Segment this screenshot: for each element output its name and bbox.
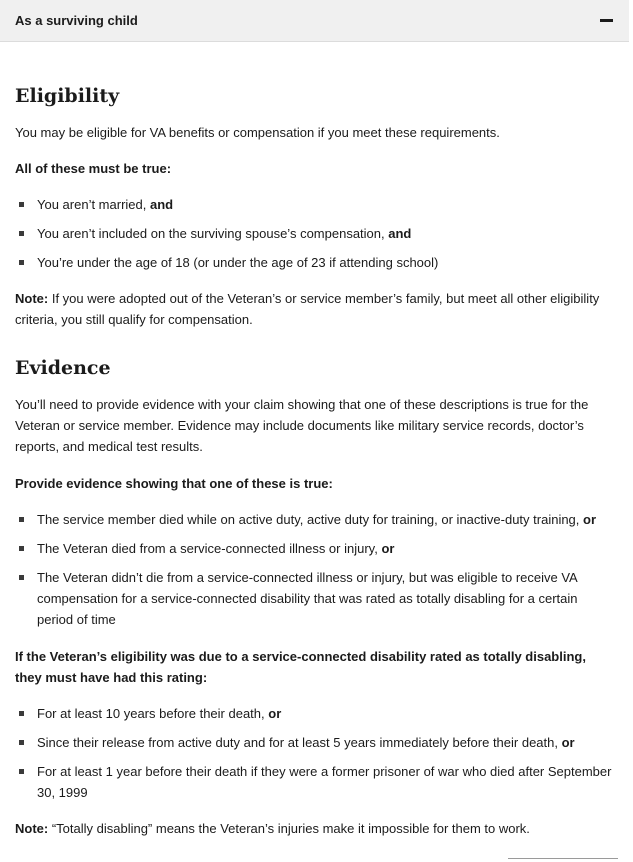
list-item: You’re under the age of 18 (or under the age of 23 if attending school) — [15, 252, 615, 273]
evidence-list — [15, 509, 615, 630]
collapse-minus-icon[interactable] — [600, 19, 613, 22]
list-item: The Veteran died from a service-connected illness or injury, or — [15, 538, 615, 559]
eligibility-intro: You may be eligible for VA benefits or compensation if you meet these requirements. — [15, 125, 500, 140]
rating-heading: If the Veteran’s eligibility was due to a service-connected disability rated as totally disabling, they must have had this rating: — [15, 649, 586, 685]
list-item: You aren’t included on the surviving spouse’s compensation, and — [15, 223, 615, 244]
list-item: Since their release from active duty and for at least 5 years immediately before their death, or — [15, 732, 615, 753]
eligibility-heading: Eligibility — [15, 85, 120, 107]
evidence-note: Note: “Totally disabling” means the Veteran’s injuries make it impossible for them to work. — [15, 821, 530, 836]
evidence-heading: Evidence — [15, 357, 111, 379]
accordion-content — [15, 84, 615, 839]
list-item: You aren’t married, and — [15, 194, 615, 215]
evidence-list-heading: Provide evidence showing that one of these is true: — [15, 476, 333, 491]
list-item: For at least 10 years before their death, or — [15, 703, 615, 724]
list-item: The Veteran didn’t die from a service-connected illness or injury, but was eligible to receive VA compensation for a service-connected disability that was rated as totally disabling for a certain period of time — [15, 567, 615, 630]
eligibility-list — [15, 194, 615, 273]
evidence-intro: You’ll need to provide evidence with your claim showing that one of these descriptions is true for the Veteran or service member. Evidence may include documents like military service records, doctor’s reports, and medical test results. — [15, 397, 589, 454]
rating-list — [15, 703, 615, 803]
list-item: For at least 1 year before their death if they were a former prisoner of war who died after September 30, 1999 — [15, 761, 615, 803]
accordion-title: As a surviving child — [15, 13, 138, 28]
eligibility-list-heading: All of these must be true: — [15, 161, 172, 176]
divider — [508, 858, 618, 859]
accordion-header[interactable] — [0, 0, 629, 42]
eligibility-note: Note: If you were adopted out of the Veteran’s or service member’s family, but meet all other eligibility criteria, you still qualify for compensation. — [15, 291, 600, 327]
list-item: The service member died while on active duty, active duty for training, or inactive-duty training, or — [15, 509, 615, 530]
